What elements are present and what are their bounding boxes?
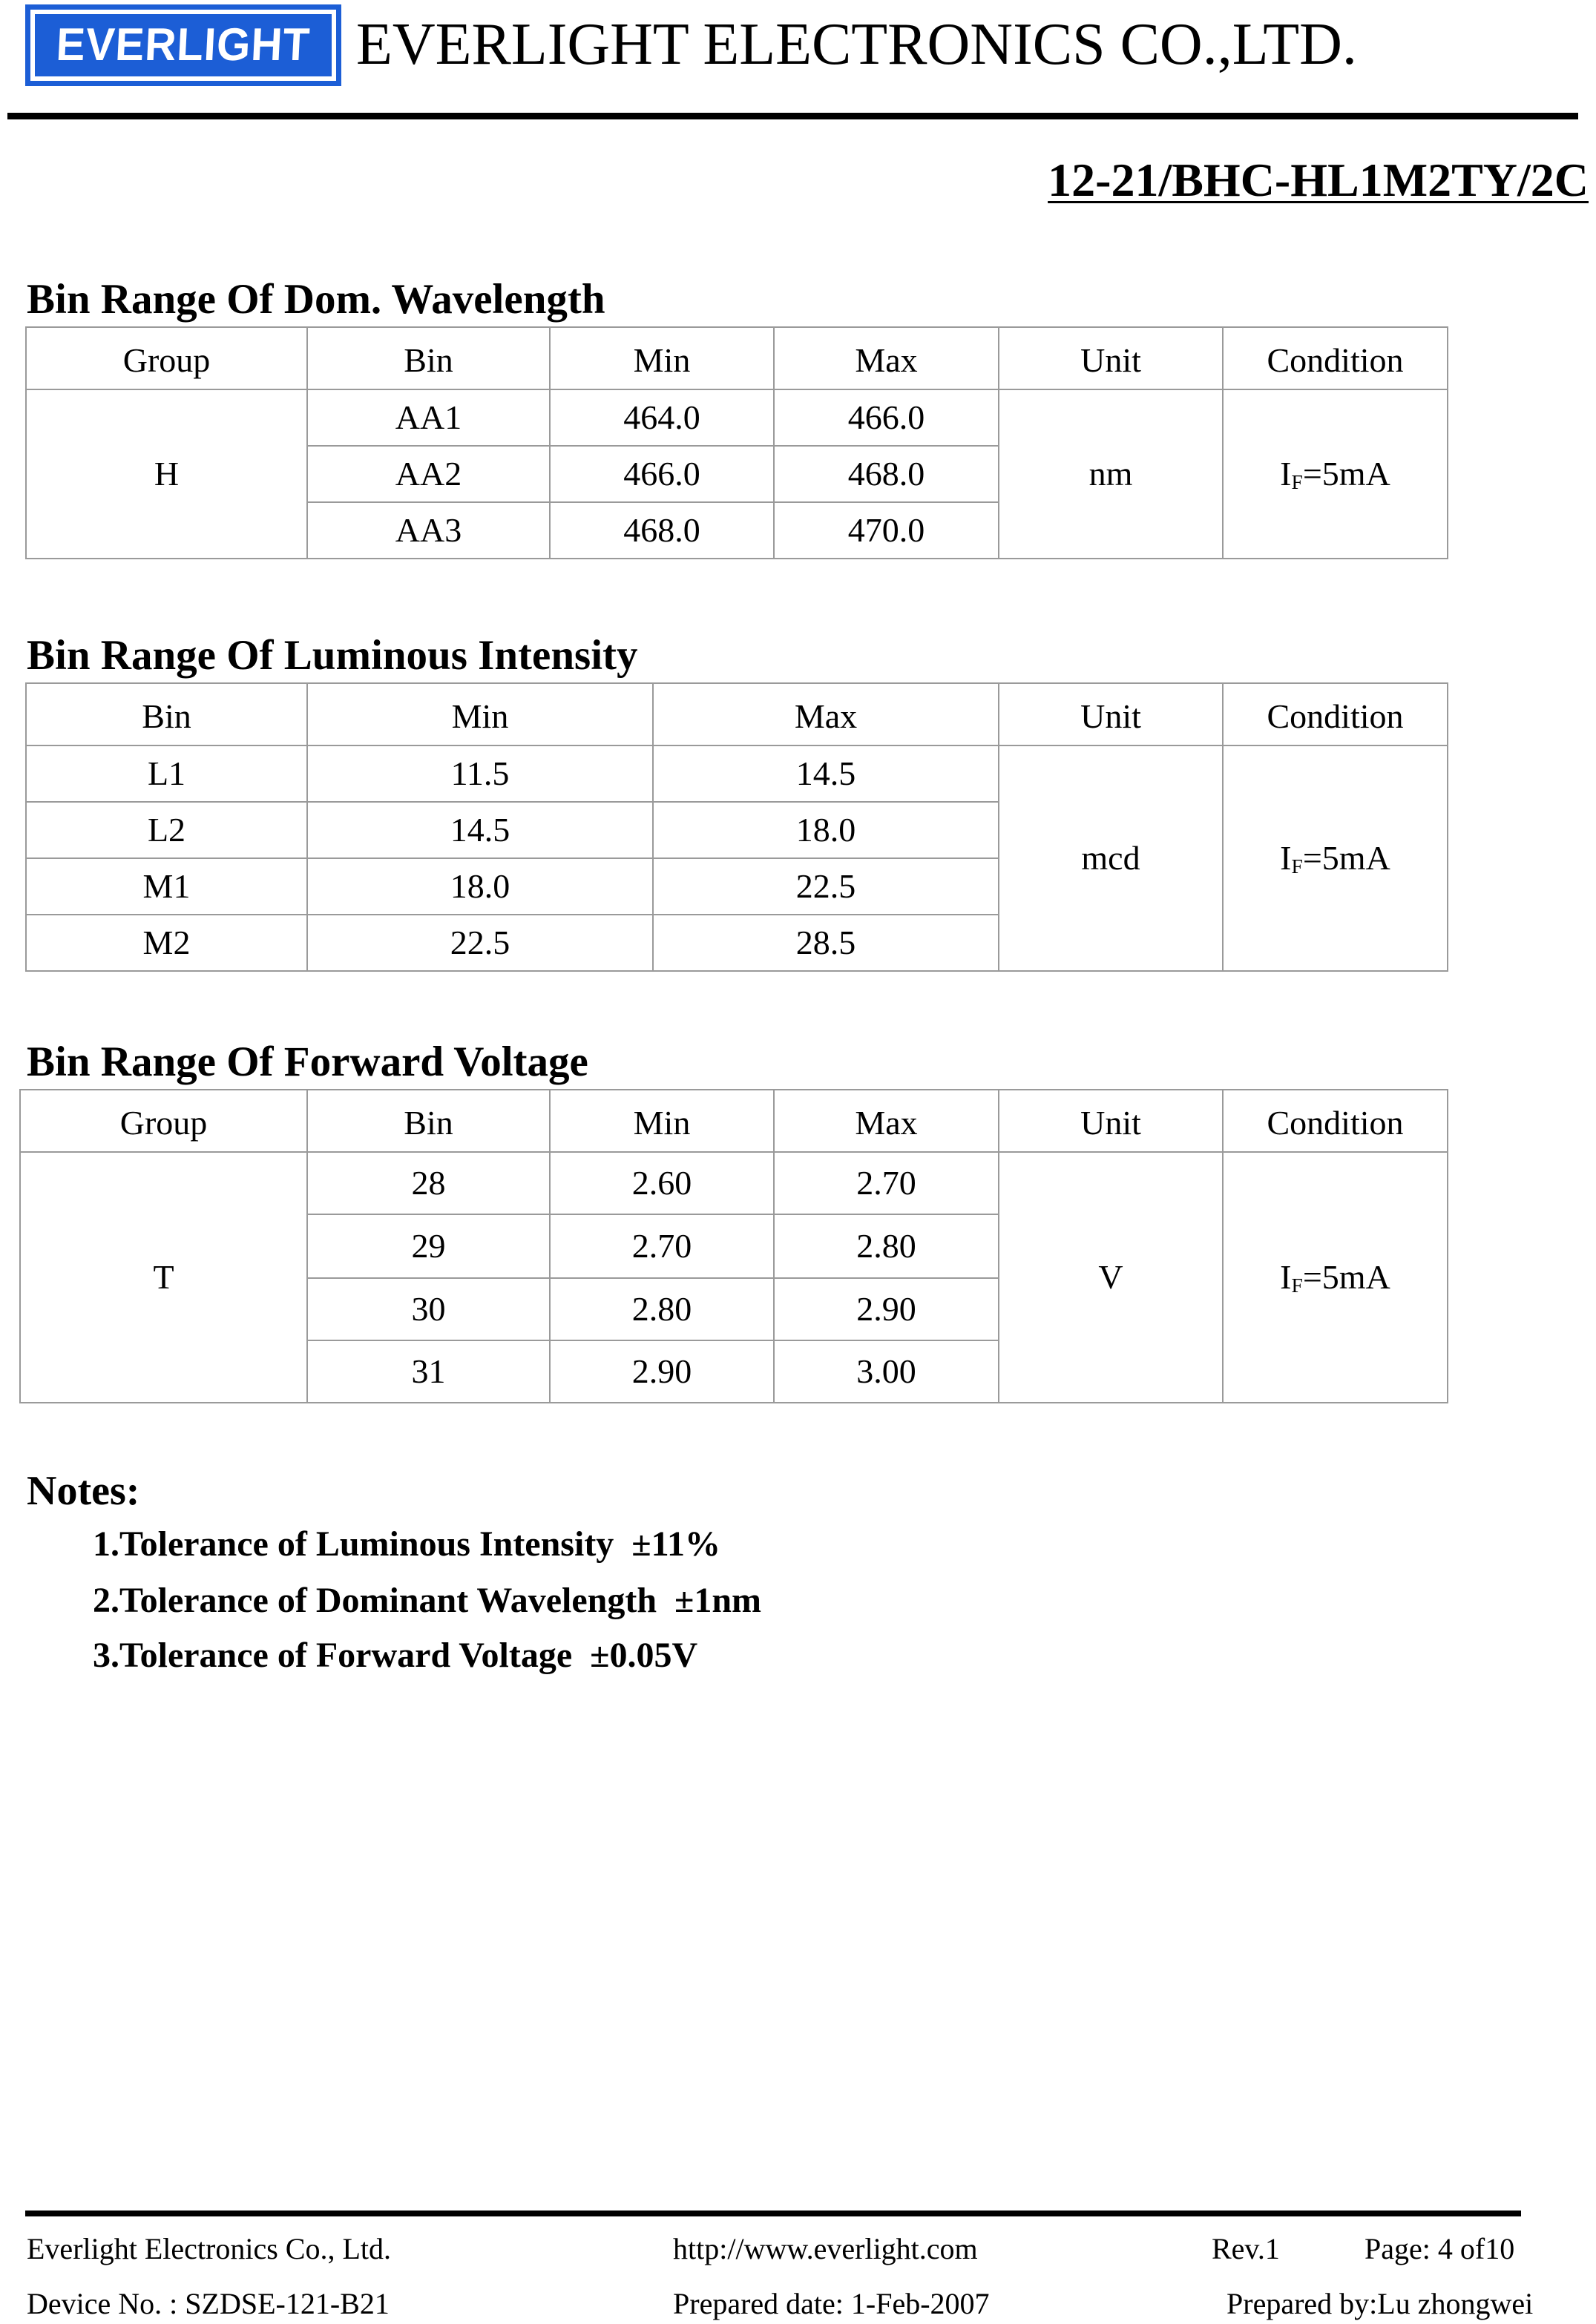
condition-value: =5mA: [1302, 455, 1390, 493]
bin-cell: AA3: [307, 502, 550, 559]
min-cell: 466.0: [550, 446, 774, 502]
bin-cell: 31: [307, 1340, 550, 1403]
bin-cell: AA2: [307, 446, 550, 502]
footer-page-number: Page: 4 of10: [1365, 2232, 1515, 2265]
footer-divider: [25, 2211, 1521, 2216]
group-cell: T: [20, 1152, 307, 1403]
min-cell: 18.0: [307, 858, 653, 915]
bin-cell: AA1: [307, 389, 550, 446]
footer-url: http://www.everlight.com: [673, 2232, 978, 2265]
note-item: 3.Tolerance of Forward Voltage ±0.05V: [93, 1636, 698, 1675]
unit-cell: nm: [999, 389, 1223, 559]
max-cell: 466.0: [774, 389, 999, 446]
bin-cell: 28: [307, 1152, 550, 1214]
company-name: EVERLIGHT ELECTRONICS CO.,LTD.: [356, 12, 1357, 77]
column-header-unit: Unit: [999, 327, 1223, 389]
condition-symbol: I: [1280, 1258, 1292, 1296]
table-header-row: [20, 1090, 1448, 1152]
min-cell: 468.0: [550, 502, 774, 559]
column-header-max: Max: [653, 683, 999, 745]
column-header-group: Group: [26, 327, 307, 389]
max-cell: 14.5: [653, 745, 999, 802]
column-header-bin: Bin: [26, 683, 307, 745]
bin-cell: L2: [26, 802, 307, 858]
condition-symbol: I: [1280, 839, 1292, 877]
min-cell: 2.80: [550, 1278, 774, 1340]
condition-subscript: F: [1291, 1273, 1303, 1297]
table-row: [26, 745, 1448, 802]
max-cell: 2.70: [774, 1152, 999, 1214]
column-header-max: Max: [774, 1090, 999, 1152]
table-header-row: [26, 327, 1448, 389]
table-row: [26, 389, 1448, 446]
min-cell: 464.0: [550, 389, 774, 446]
condition-cell: [1223, 745, 1448, 971]
note-item: 2.Tolerance of Dominant Wavelength ±1nm: [93, 1581, 762, 1620]
footer-device-number: Device No. : SZDSE-121-B21: [27, 2287, 390, 2320]
column-header-max: Max: [774, 327, 999, 389]
footer-prepared-date: Prepared date: 1-Feb-2007: [673, 2287, 990, 2320]
condition-value: =5mA: [1302, 1258, 1390, 1296]
column-header-unit: Unit: [999, 1090, 1223, 1152]
condition-cell: [1223, 389, 1448, 559]
max-cell: 470.0: [774, 502, 999, 559]
column-header-condition: Condition: [1223, 327, 1448, 389]
bin-cell: 30: [307, 1278, 550, 1340]
header-divider: [7, 113, 1578, 119]
column-header-min: Min: [307, 683, 653, 745]
condition-cell: [1223, 1152, 1448, 1403]
min-cell: 2.60: [550, 1152, 774, 1214]
min-cell: 2.70: [550, 1214, 774, 1278]
wavelength-section-title: Bin Range Of Dom. Wavelength: [27, 276, 605, 323]
part-number: 12-21/BHC-HL1M2TY/2C: [1048, 154, 1589, 206]
max-cell: 18.0: [653, 802, 999, 858]
min-cell: 22.5: [307, 915, 653, 971]
max-cell: 2.80: [774, 1214, 999, 1278]
max-cell: 28.5: [653, 915, 999, 971]
notes-title: Notes:: [27, 1468, 140, 1514]
min-cell: 2.90: [550, 1340, 774, 1403]
luminous-table: [25, 682, 1448, 972]
max-cell: 2.90: [774, 1278, 999, 1340]
column-header-unit: Unit: [999, 683, 1223, 745]
condition-value: =5mA: [1302, 839, 1390, 877]
column-header-bin: Bin: [307, 1090, 550, 1152]
table-row: [20, 1152, 1448, 1214]
wavelength-table: [25, 326, 1448, 559]
column-header-min: Min: [550, 327, 774, 389]
condition-subscript: F: [1291, 854, 1303, 878]
max-cell: 468.0: [774, 446, 999, 502]
bin-cell: M1: [26, 858, 307, 915]
column-header-bin: Bin: [307, 327, 550, 389]
column-header-condition: Condition: [1223, 1090, 1448, 1152]
voltage-table: [19, 1089, 1448, 1403]
footer-prepared-by: Prepared by:Lu zhongwei: [1226, 2287, 1534, 2320]
column-header-group: Group: [20, 1090, 307, 1152]
logo-wordmark: EVERLIGHT: [55, 19, 312, 70]
condition-symbol: I: [1280, 455, 1292, 493]
voltage-section-title: Bin Range Of Forward Voltage: [27, 1038, 588, 1085]
group-cell: H: [26, 389, 307, 559]
unit-cell: mcd: [999, 745, 1223, 971]
luminous-section-title: Bin Range Of Luminous Intensity: [27, 632, 638, 679]
unit-cell: V: [999, 1152, 1223, 1403]
condition-subscript: F: [1291, 470, 1303, 493]
column-header-condition: Condition: [1223, 683, 1448, 745]
bin-cell: M2: [26, 915, 307, 971]
max-cell: 22.5: [653, 858, 999, 915]
table-header-row: [26, 683, 1448, 745]
everlight-logo: [25, 4, 341, 86]
logo-panel: [35, 14, 332, 76]
footer-revision: Rev.1: [1212, 2232, 1280, 2265]
column-header-min: Min: [550, 1090, 774, 1152]
bin-cell: L1: [26, 745, 307, 802]
max-cell: 3.00: [774, 1340, 999, 1403]
note-item: 1.Tolerance of Luminous Intensity ±11%: [93, 1524, 720, 1564]
bin-cell: 29: [307, 1214, 550, 1278]
min-cell: 11.5: [307, 745, 653, 802]
min-cell: 14.5: [307, 802, 653, 858]
footer-company: Everlight Electronics Co., Ltd.: [27, 2232, 391, 2265]
